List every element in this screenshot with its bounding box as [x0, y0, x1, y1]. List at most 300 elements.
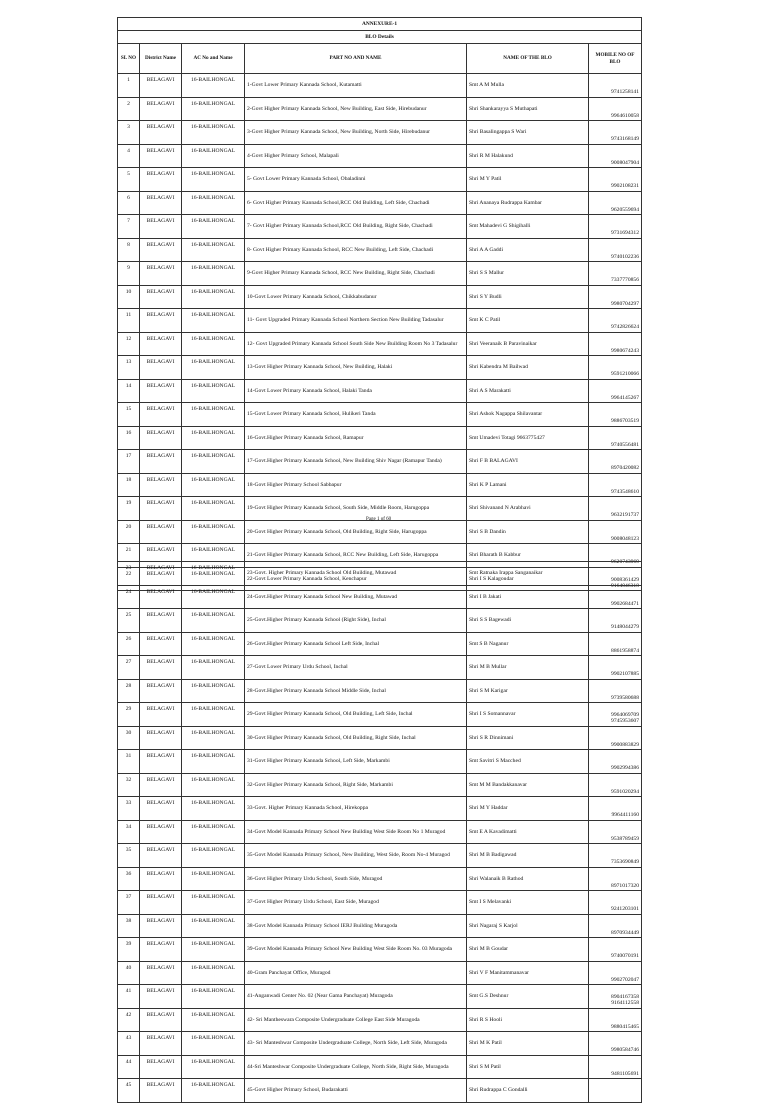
- blo-mobile-cell: 9902994386: [589, 750, 642, 774]
- table-row: [118, 750, 642, 774]
- blo-mobile-cell: 9902108231: [589, 168, 642, 192]
- polling-station-cell: 32-Govt Higher Primary Kannada School, Right Side, Markambi: [245, 773, 467, 797]
- district-cell: BELAGAVI: [140, 191, 182, 215]
- ac-cell: 16-BAILHONGAL: [182, 820, 245, 844]
- table-row: [118, 867, 642, 891]
- sl-no-cell: 44: [118, 1055, 140, 1079]
- ac-cell: 16-BAILHONGAL: [182, 379, 245, 403]
- sl-no-cell: 23: [118, 562, 140, 586]
- table-row: [118, 215, 642, 239]
- blo-mobile-cell: 9964610058: [589, 97, 642, 121]
- blo-name-cell: Shri S S Mallur: [467, 262, 589, 286]
- ac-cell: 16-BAILHONGAL: [182, 403, 245, 427]
- ac-cell: 16-BAILHONGAL: [182, 497, 245, 521]
- polling-station-cell: 17-Govt.Higher Primary Kannada School, New Building Shiv Nagar (Ramapur Tanda): [245, 450, 467, 474]
- blo-name-cell: Shri R M Halakund: [467, 144, 589, 168]
- ac-cell: 16-BAILHONGAL: [182, 520, 245, 544]
- polling-station-cell: 22-Govt Lower Primary Kannada School, Kenchapur: [245, 567, 467, 591]
- blo-name-cell: Shri A A Gaddi: [467, 238, 589, 262]
- sl-no-cell: 21: [118, 544, 140, 568]
- blo-name-cell: Shri Bharath B Kabbur: [467, 544, 589, 568]
- blo-mobile-cell: 9740556481: [589, 426, 642, 450]
- sl-no-cell: 22: [118, 567, 140, 591]
- ac-cell: 16-BAILHONGAL: [182, 121, 245, 145]
- table-row: [118, 609, 642, 633]
- table-row: [118, 1055, 642, 1079]
- ac-cell: 16-BAILHONGAL: [182, 938, 245, 962]
- polling-station-cell: 5- Govt Lower Primary Kannada School, Obaladinni: [245, 168, 467, 192]
- polling-station-cell: 30-Govt Higher Primary Kannada School, Old Building, Right Side, Inchal: [245, 726, 467, 750]
- ac-cell: 16-BAILHONGAL: [182, 891, 245, 915]
- blo-mobile-cell: 9620559694: [589, 191, 642, 215]
- polling-station-cell: 29-Govt Higher Primary Kannada School, Old Building, Left Side, Inchal: [245, 703, 467, 727]
- district-cell: BELAGAVI: [140, 356, 182, 380]
- blo-name-cell: Smt E A Kavadimatti: [467, 820, 589, 844]
- sl-no-cell: 25: [118, 609, 140, 633]
- blo-name-cell: Shri Basalingappa S Wari: [467, 121, 589, 145]
- district-cell: BELAGAVI: [140, 750, 182, 774]
- ac-cell: 16-BAILHONGAL: [182, 726, 245, 750]
- blo-name-cell: Shri I B Jakati: [467, 585, 589, 609]
- blo-mobile-cell: [589, 1079, 642, 1103]
- table-row: [118, 938, 642, 962]
- polling-station-cell: 14-Govt Lower Primary Kannada School, Halaki Tanda: [245, 379, 467, 403]
- blo-name-cell: Shri Rudrappa C Gondalli: [467, 1079, 589, 1103]
- district-cell: BELAGAVI: [140, 238, 182, 262]
- header-blo-name: NAME OF THE BLO: [467, 44, 589, 74]
- polling-station-cell: 40-Gram Panchayat Office, Muragod: [245, 961, 467, 985]
- sl-no-cell: 37: [118, 891, 140, 915]
- blo-name-cell: Shri Walanaik B Rathod: [467, 867, 589, 891]
- blo-name-cell: Shri Veeranaik B Paravinaikar: [467, 332, 589, 356]
- blo-name-cell: Smt Umadevi Totagi 9663775427: [467, 426, 589, 450]
- table-row: [118, 656, 642, 680]
- table-row: [118, 426, 642, 450]
- table-row: [118, 121, 642, 145]
- district-cell: BELAGAVI: [140, 632, 182, 656]
- blo-name-cell: Shri V F Manitammanavar: [467, 961, 589, 985]
- polling-station-cell: 23-Govt. Higher Primary Kannada School Old Building, Mutawad: [245, 562, 467, 586]
- blo-name-cell: Smt K C Patil: [467, 309, 589, 333]
- sl-no-cell: 26: [118, 632, 140, 656]
- district-cell: BELAGAVI: [140, 1055, 182, 1079]
- district-cell: BELAGAVI: [140, 168, 182, 192]
- district-cell: BELAGAVI: [140, 121, 182, 145]
- polling-station-cell: 35-Govt Model Kannada Primary School, New Building, West Side, Room No-4 Muragod: [245, 844, 467, 868]
- blo-mobile-cell: 9591210066: [589, 356, 642, 380]
- page-number: Page 1 of 60: [366, 517, 392, 522]
- polling-station-cell: 31-Govt Higher Primary Kannada School, Left Side, Markambi: [245, 750, 467, 774]
- ac-cell: 16-BAILHONGAL: [182, 168, 245, 192]
- blo-name-cell: Smt S B Naganur: [467, 632, 589, 656]
- polling-station-cell: 34-Govt Model Kannada Primary School New Building West Side Room No 1 Muragod: [245, 820, 467, 844]
- blo-name-cell: Shri M Y Haddar: [467, 797, 589, 821]
- district-cell: BELAGAVI: [140, 773, 182, 797]
- polling-station-cell: 10-Govt Lower Primary Kannada School, Chikkabudanur: [245, 285, 467, 309]
- table-row: [118, 450, 642, 474]
- sl-no-cell: 15: [118, 403, 140, 427]
- blo-mobile-cell: 8971017320: [589, 867, 642, 891]
- table-row: [118, 356, 642, 380]
- ac-cell: 16-BAILHONGAL: [182, 544, 245, 568]
- table-row: [118, 97, 642, 121]
- polling-station-cell: 38-Govt Model Kannada Primary School IERJ Building Muragoda: [245, 914, 467, 938]
- table-row: [118, 1032, 642, 1056]
- polling-station-cell: 39-Govt Model Kannada Primary School New Building West Side Room No. 03 Muragoda: [245, 938, 467, 962]
- polling-station-cell: 43- Sri Manteshwar Composite Undergraduate College, North Side, Left Side, Muragoda: [245, 1032, 467, 1056]
- table-row: [118, 914, 642, 938]
- blo-mobile-cell: 9741258141: [589, 74, 642, 98]
- polling-station-cell: 26-Govt.Higher Primary Kannada School Left Side, Inchal: [245, 632, 467, 656]
- blo-mobile-cell: 8970934449: [589, 914, 642, 938]
- sl-no-cell: 42: [118, 1008, 140, 1032]
- district-cell: BELAGAVI: [140, 97, 182, 121]
- table-row: [118, 703, 642, 727]
- ac-cell: 16-BAILHONGAL: [182, 844, 245, 868]
- polling-station-cell: 19-Govt Higher Primary Kannada School, South Side, Middle Room, Harugoppa: [245, 497, 467, 521]
- blo-name-cell: Shri F B BALAGAVI: [467, 450, 589, 474]
- sl-no-cell: 28: [118, 679, 140, 703]
- sl-no-cell: 8: [118, 238, 140, 262]
- sl-no-cell: 16: [118, 426, 140, 450]
- district-cell: BELAGAVI: [140, 891, 182, 915]
- ac-cell: 16-BAILHONGAL: [182, 961, 245, 985]
- blo-mobile-cell: 9620743969: [589, 544, 642, 568]
- blo-mobile-cell: 9731694312: [589, 215, 642, 239]
- district-cell: BELAGAVI: [140, 262, 182, 286]
- blo-mobile-cell: 9740102236: [589, 238, 642, 262]
- sl-no-cell: 11: [118, 309, 140, 333]
- district-cell: BELAGAVI: [140, 309, 182, 333]
- header-blo-mobile: MOBILE NO OF BLO: [589, 44, 642, 74]
- ac-cell: 16-BAILHONGAL: [182, 679, 245, 703]
- sl-no-cell: 19: [118, 497, 140, 521]
- ac-cell: 16-BAILHONGAL: [182, 914, 245, 938]
- blo-mobile-cell: 9008361429: [589, 562, 642, 586]
- blo-mobile-cell: 9740070191: [589, 938, 642, 962]
- blo-name-cell: Smt A M Mulla: [467, 74, 589, 98]
- ac-cell: 16-BAILHONGAL: [182, 750, 245, 774]
- sl-no-cell: 39: [118, 938, 140, 962]
- blo-name-cell: Shri R S Hooli: [467, 1008, 589, 1032]
- district-cell: BELAGAVI: [140, 473, 182, 497]
- district-cell: BELAGAVI: [140, 144, 182, 168]
- polling-station-cell: 27-Govt Lower Primary Urdu School, Inchal: [245, 656, 467, 680]
- ac-cell: 16-BAILHONGAL: [182, 450, 245, 474]
- blo-name-cell: Smt Mahadevi G Shigihalli: [467, 215, 589, 239]
- sl-no-cell: 27: [118, 656, 140, 680]
- ac-cell: 16-BAILHONGAL: [182, 985, 245, 1009]
- blo-name-cell: Smt M M Bandakkanavar: [467, 773, 589, 797]
- blo-mobile-cell: 9148044279: [589, 609, 642, 633]
- district-cell: BELAGAVI: [140, 985, 182, 1009]
- annexure-title: ANNEXURE-1: [118, 18, 642, 31]
- blo-name-cell: Shri Shivanand N Arabhavi: [467, 497, 589, 521]
- district-cell: BELAGAVI: [140, 961, 182, 985]
- ac-cell: 16-BAILHONGAL: [182, 1032, 245, 1056]
- sl-no-cell: 45: [118, 1079, 140, 1103]
- blo-mobile-cell: 9743168149: [589, 121, 642, 145]
- blo-mobile-cell: 8861958874: [589, 632, 642, 656]
- polling-station-cell: 33-Govt. Higher Primary Kannada School, Hirekoppa: [245, 797, 467, 821]
- district-cell: BELAGAVI: [140, 1079, 182, 1103]
- blo-name-cell: Shri A S Marakatti: [467, 379, 589, 403]
- polling-station-cell: 15-Govt Lower Primary Kannada School, Hulikeri Tanda: [245, 403, 467, 427]
- ac-cell: 16-BAILHONGAL: [182, 562, 245, 586]
- table-row: [118, 74, 642, 98]
- polling-station-cell: 1-Govt Lower Primary Kannada School, Kutamatti: [245, 74, 467, 98]
- table-row: [118, 773, 642, 797]
- table-row: [118, 797, 642, 821]
- ac-cell: 16-BAILHONGAL: [182, 97, 245, 121]
- district-cell: BELAGAVI: [140, 938, 182, 962]
- table-row: [118, 562, 642, 586]
- polling-station-cell: 2-Govt Higher Primary Kannada School, New Building, East Side, Hirebudanur: [245, 97, 467, 121]
- blo-mobile-cell: 9008048123: [589, 520, 642, 544]
- ac-cell: 16-BAILHONGAL: [182, 585, 245, 609]
- polling-station-cell: 25-Govt.Higher Primary Kannada School (Right Side), Inchal: [245, 609, 467, 633]
- blo-name-cell: Shri I S Kalagoudar: [467, 567, 589, 591]
- blo-details-subtitle: BLO Details: [118, 31, 642, 44]
- sl-no-cell: 4: [118, 144, 140, 168]
- polling-station-cell: 12- Govt Upgraded Primary Kannada School South Side New Building Room No 3 Tadasalur: [245, 332, 467, 356]
- table-row: [118, 985, 642, 1009]
- sl-no-cell: 24: [118, 585, 140, 609]
- sl-no-cell: 33: [118, 797, 140, 821]
- district-cell: BELAGAVI: [140, 609, 182, 633]
- district-cell: BELAGAVI: [140, 285, 182, 309]
- blo-mobile-cell: 9538789459: [589, 820, 642, 844]
- ac-cell: 16-BAILHONGAL: [182, 1055, 245, 1079]
- table-row: [118, 632, 642, 656]
- blo-name-cell: Shri Nagaraj S Karjol: [467, 914, 589, 938]
- blo-name-cell: Shri K P Lamani: [467, 473, 589, 497]
- ac-cell: 16-BAILHONGAL: [182, 426, 245, 450]
- table-row: [118, 726, 642, 750]
- sl-no-cell: 13: [118, 356, 140, 380]
- blo-name-cell: Shri S B Dandin: [467, 520, 589, 544]
- district-cell: BELAGAVI: [140, 544, 182, 568]
- ac-cell: 16-BAILHONGAL: [182, 238, 245, 262]
- district-cell: BELAGAVI: [140, 379, 182, 403]
- sl-no-cell: 6: [118, 191, 140, 215]
- sl-no-cell: 5: [118, 168, 140, 192]
- ac-cell: 16-BAILHONGAL: [182, 473, 245, 497]
- blo-mobile-cell: 9902702047: [589, 961, 642, 985]
- district-cell: BELAGAVI: [140, 1032, 182, 1056]
- polling-station-cell: 11- Govt Upgraded Primary Kannada School Northern Section New Building Tadasalur: [245, 309, 467, 333]
- ac-cell: 16-BAILHONGAL: [182, 609, 245, 633]
- blo-mobile-cell: 9880415465: [589, 1008, 642, 1032]
- table-row: [118, 1079, 642, 1103]
- blo-name-cell: Smt G.S Deshnur: [467, 985, 589, 1009]
- blo-mobile-cell: 9902684471: [589, 585, 642, 609]
- sl-no-cell: 20: [118, 520, 140, 544]
- table-row: [118, 1008, 642, 1032]
- table-row: [118, 332, 642, 356]
- district-cell: BELAGAVI: [140, 426, 182, 450]
- ac-cell: 16-BAILHONGAL: [182, 797, 245, 821]
- blo-name-cell: Shri S R Dinnimani: [467, 726, 589, 750]
- district-cell: BELAGAVI: [140, 1008, 182, 1032]
- sl-no-cell: 36: [118, 867, 140, 891]
- table-row: [118, 262, 642, 286]
- sl-no-cell: 35: [118, 844, 140, 868]
- blo-name-cell: Smt Savitri S Macched: [467, 750, 589, 774]
- ac-cell: 16-BAILHONGAL: [182, 332, 245, 356]
- table-row: [118, 191, 642, 215]
- district-cell: BELAGAVI: [140, 403, 182, 427]
- table-row: [118, 891, 642, 915]
- table-row: [118, 844, 642, 868]
- ac-cell: 16-BAILHONGAL: [182, 144, 245, 168]
- table-row: [118, 585, 642, 609]
- blo-name-cell: Smt Ratnaka Irappa Sanganaikar: [467, 562, 589, 586]
- ac-cell: 16-BAILHONGAL: [182, 356, 245, 380]
- blo-name-cell: Shri M B Badigawad: [467, 844, 589, 868]
- sl-no-cell: 17: [118, 450, 140, 474]
- ac-cell: 16-BAILHONGAL: [182, 703, 245, 727]
- district-cell: BELAGAVI: [140, 450, 182, 474]
- table-row: [118, 285, 642, 309]
- district-cell: BELAGAVI: [140, 726, 182, 750]
- district-cell: BELAGAVI: [140, 74, 182, 98]
- polling-station-cell: 18-Govt Higher Primary School Sabbapur: [245, 473, 467, 497]
- ac-cell: 16-BAILHONGAL: [182, 74, 245, 98]
- blo-mobile-cell: 9980704297: [589, 285, 642, 309]
- blo-mobile-cell: 8970420082: [589, 450, 642, 474]
- sl-no-cell: 29: [118, 703, 140, 727]
- table-row: [118, 520, 642, 544]
- blo-mobile-cell: 9481105691: [589, 1055, 642, 1079]
- district-cell: BELAGAVI: [140, 567, 182, 591]
- blo-mobile-cell: 9964411160: [589, 797, 642, 821]
- blo-mobile-cell: 9241203101: [589, 891, 642, 915]
- ac-cell: 16-BAILHONGAL: [182, 1079, 245, 1103]
- table-row: [118, 961, 642, 985]
- header-district-name: District Name: [140, 44, 182, 74]
- blo-name-cell: Shri M B Mullar: [467, 656, 589, 680]
- sl-no-cell: 10: [118, 285, 140, 309]
- ac-cell: 16-BAILHONGAL: [182, 285, 245, 309]
- blo-name-cell: Shri Ananaya Rudrappa Kambar: [467, 191, 589, 215]
- district-cell: BELAGAVI: [140, 332, 182, 356]
- sl-no-cell: 7: [118, 215, 140, 239]
- sl-no-cell: 3: [118, 121, 140, 145]
- ac-cell: 16-BAILHONGAL: [182, 773, 245, 797]
- district-cell: BELAGAVI: [140, 215, 182, 239]
- district-cell: BELAGAVI: [140, 703, 182, 727]
- district-cell: BELAGAVI: [140, 656, 182, 680]
- blo-mobile-cell: 9964145267: [589, 379, 642, 403]
- table-row: [118, 309, 642, 333]
- blo-mobile-cell: 9591020294: [589, 773, 642, 797]
- blo-name-cell: Shri Kabendra M Bailwad: [467, 356, 589, 380]
- ac-cell: 16-BAILHONGAL: [182, 867, 245, 891]
- sl-no-cell: 41: [118, 985, 140, 1009]
- polling-station-cell: 16-Govt.Higher Primary Kannada School, Ramapur: [245, 426, 467, 450]
- table-row: [118, 473, 642, 497]
- sl-no-cell: 9: [118, 262, 140, 286]
- ac-cell: 16-BAILHONGAL: [182, 632, 245, 656]
- blo-name-cell: Shri Shankarayya S Muthapati: [467, 97, 589, 121]
- blo-mobile-cell: 9632191737: [589, 497, 642, 521]
- blo-name-cell: Shri M B Goudar: [467, 938, 589, 962]
- polling-station-cell: 44-Sri Manteshwar Composite Undergraduate College, North Side, Right Side, Muragoda: [245, 1055, 467, 1079]
- blo-mobile-cell: 9886703519: [589, 403, 642, 427]
- blo-mobile-cell: 8904167358 9164112558: [589, 985, 642, 1009]
- sl-no-cell: 1: [118, 74, 140, 98]
- sl-no-cell: 14: [118, 379, 140, 403]
- district-cell: BELAGAVI: [140, 867, 182, 891]
- blo-mobile-cell: 7353690849: [589, 844, 642, 868]
- blo-mobile-cell: 9742826624: [589, 309, 642, 333]
- polling-station-cell: 28-Govt.Higher Primary Kannada School Middle Side, Inchal: [245, 679, 467, 703]
- table-row: [118, 679, 642, 703]
- polling-station-cell: 4-Govt Higher Primary School, Malapali: [245, 144, 467, 168]
- blo-name-cell: Shri S Y Budli: [467, 285, 589, 309]
- sl-no-cell: 38: [118, 914, 140, 938]
- table-row: [118, 168, 642, 192]
- district-cell: BELAGAVI: [140, 585, 182, 609]
- district-cell: BELAGAVI: [140, 497, 182, 521]
- blo-name-cell: Shri I S Somannavar: [467, 703, 589, 727]
- blo-mobile-cell: 9980674243: [589, 332, 642, 356]
- polling-station-cell: 45-Govt Higher Primary School, Budarakatti: [245, 1079, 467, 1103]
- sl-no-cell: 18: [118, 473, 140, 497]
- polling-station-cell: 41-Anganwadi Center No. 02 (Near Gama Panchayat) Muragoda: [245, 985, 467, 1009]
- ac-cell: 16-BAILHONGAL: [182, 215, 245, 239]
- ac-cell: 16-BAILHONGAL: [182, 1008, 245, 1032]
- blo-mobile-cell: 7337770856: [589, 262, 642, 286]
- polling-station-cell: 6- Govt Higher Primary Kannada School,RCC Old Building, Left Side, Chachadi: [245, 191, 467, 215]
- polling-station-cell: 42- Sri Mantheswara Composite Undergraduate College East Side Muragoda: [245, 1008, 467, 1032]
- district-cell: BELAGAVI: [140, 562, 182, 586]
- sl-no-cell: 30: [118, 726, 140, 750]
- district-cell: BELAGAVI: [140, 520, 182, 544]
- header-part-no-name: PART NO AND NAME: [245, 44, 467, 74]
- sl-no-cell: 32: [118, 773, 140, 797]
- polling-station-cell: 36-Govt Higher Primary Urdu School, South Side, Muragod: [245, 867, 467, 891]
- ac-cell: 16-BAILHONGAL: [182, 262, 245, 286]
- district-cell: BELAGAVI: [140, 679, 182, 703]
- ac-cell: 16-BAILHONGAL: [182, 567, 245, 591]
- table-row: [118, 403, 642, 427]
- sl-no-cell: 34: [118, 820, 140, 844]
- sl-no-cell: 40: [118, 961, 140, 985]
- blo-name-cell: Shri S M Karigar: [467, 679, 589, 703]
- blo-mobile-cell: 9900883829: [589, 726, 642, 750]
- ac-cell: 16-BAILHONGAL: [182, 656, 245, 680]
- polling-station-cell: 37-Govt Higher Primary Urdu School, East Side, Muragod: [245, 891, 467, 915]
- blo-mobile-cell: 9743548610: [589, 473, 642, 497]
- table-row: [118, 238, 642, 262]
- district-cell: BELAGAVI: [140, 914, 182, 938]
- polling-station-cell: 7- Govt Higher Primary Kannada School,RCC Old Building, Right Side, Chachadi: [245, 215, 467, 239]
- blo-mobile-cell: 9164046318: [589, 567, 642, 591]
- blo-mobile-cell: 9964069709 9745953607: [589, 703, 642, 727]
- header-ac-no-name: AC No and Name: [182, 44, 245, 74]
- blo-mobile-cell: 9008047904: [589, 144, 642, 168]
- table-row: [118, 144, 642, 168]
- blo-name-cell: Shri M Y Patil: [467, 168, 589, 192]
- district-cell: BELAGAVI: [140, 844, 182, 868]
- district-cell: BELAGAVI: [140, 820, 182, 844]
- table-row: [118, 820, 642, 844]
- blo-name-cell: Shri M K Patil: [467, 1032, 589, 1056]
- polling-station-cell: 3-Govt Higher Primary Kannada School, New Building, North Side, Hirebudanur: [245, 121, 467, 145]
- polling-station-cell: 8- Govt Higher Primary Kannada School, RCC New Building, Left Side, Chachadi: [245, 238, 467, 262]
